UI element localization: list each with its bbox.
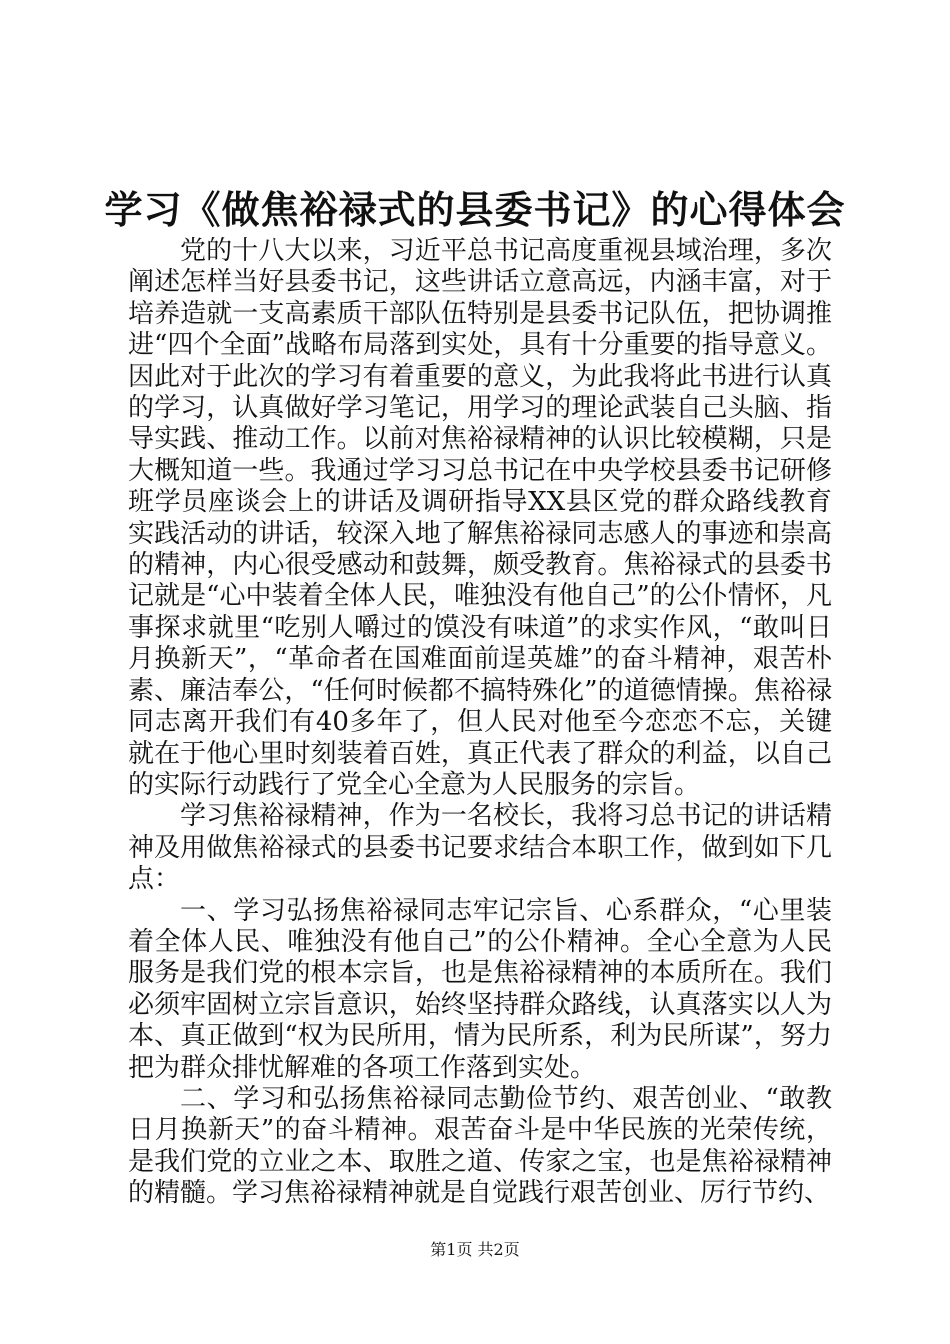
- document-title: 学习《做焦裕禄式的县委书记》的心得体会: [104, 187, 846, 232]
- paragraph-point-one: 一、学习弘扬焦裕禄同志牢记宗旨、心系群众，“心里装着全体人民、唯独没有他自己”的公仆精神。全心全意为人民服务是我们党的根本宗旨，也是焦裕禄精神的本质所在。我们必须牢固树立宗旨意识，始终坚持群众路线，认真落实以人为本、真正做到“权为民所用，情为民所系，利为民所谋”，努力把为群众排忧解难的各项工作落到实处。: [128, 895, 832, 1083]
- paragraph-intro: 党的十八大以来，习近平总书记高度重视县域治理，多次阐述怎样当好县委书记，这些讲话立意高远，内涵丰富，对于培养造就一支高素质干部队伍特别是县委书记队伍，把协调推进“四个全面”战略布局落到实处，具有十分重要的指导意义。因此对于此次的学习有着重要的意义，为此我将此书进行认真的学习，认真做好学习笔记，用学习的理论武装自己头脑、指导实践、推动工作。以前对焦裕禄精神的认识比较模糊，只是大概知道一些。我通过学习习总书记在中央学校县委书记研修班学员座谈会上的讲话及调研指导XX县区党的群众路线教育实践活动的讲话，较深入地了解焦裕禄同志感人的事迹和崇高的精神，内心很受感动和鼓舞，颇受教育。焦裕禄式的县委书记就是“心中装着全体人民，唯独没有他自己”的公仆情怀，凡事探求就里“吃别人嚼过的馍没有味道”的求实作风，“敢叫日月换新天”，“革命者在国难面前逞英雄”的奋斗精神，艰苦朴素、廉洁奉公，“任何时候都不搞特殊化”的道德情操。焦裕禄同志离开我们有40多年了，但人民对他至今恋恋不忘，关键就在于他心里时刻装着百姓，真正代表了群众的利益，以自己的实际行动践行了党全心全意为人民服务的宗旨。: [128, 236, 832, 800]
- paragraph-commitment: 学习焦裕禄精神，作为一名校长，我将习总书记的讲话精神及用做焦裕禄式的县委书记要求结合本职工作，做到如下几点：: [128, 801, 832, 895]
- document-body: [128, 236, 832, 1210]
- page-number-footer: 第1页 共2页: [430, 1240, 520, 1259]
- paragraph-point-two: 二、学习和弘扬焦裕禄同志勤俭节约、艰苦创业、“敢教日月换新天”的奋斗精神。艰苦奋斗是中华民族的光荣传统，是我们党的立业之本、取胜之道、传家之宝，也是焦裕禄精神的精髓。学习焦裕禄精神就是自觉践行艰苦创业、厉行节约、: [128, 1083, 832, 1209]
